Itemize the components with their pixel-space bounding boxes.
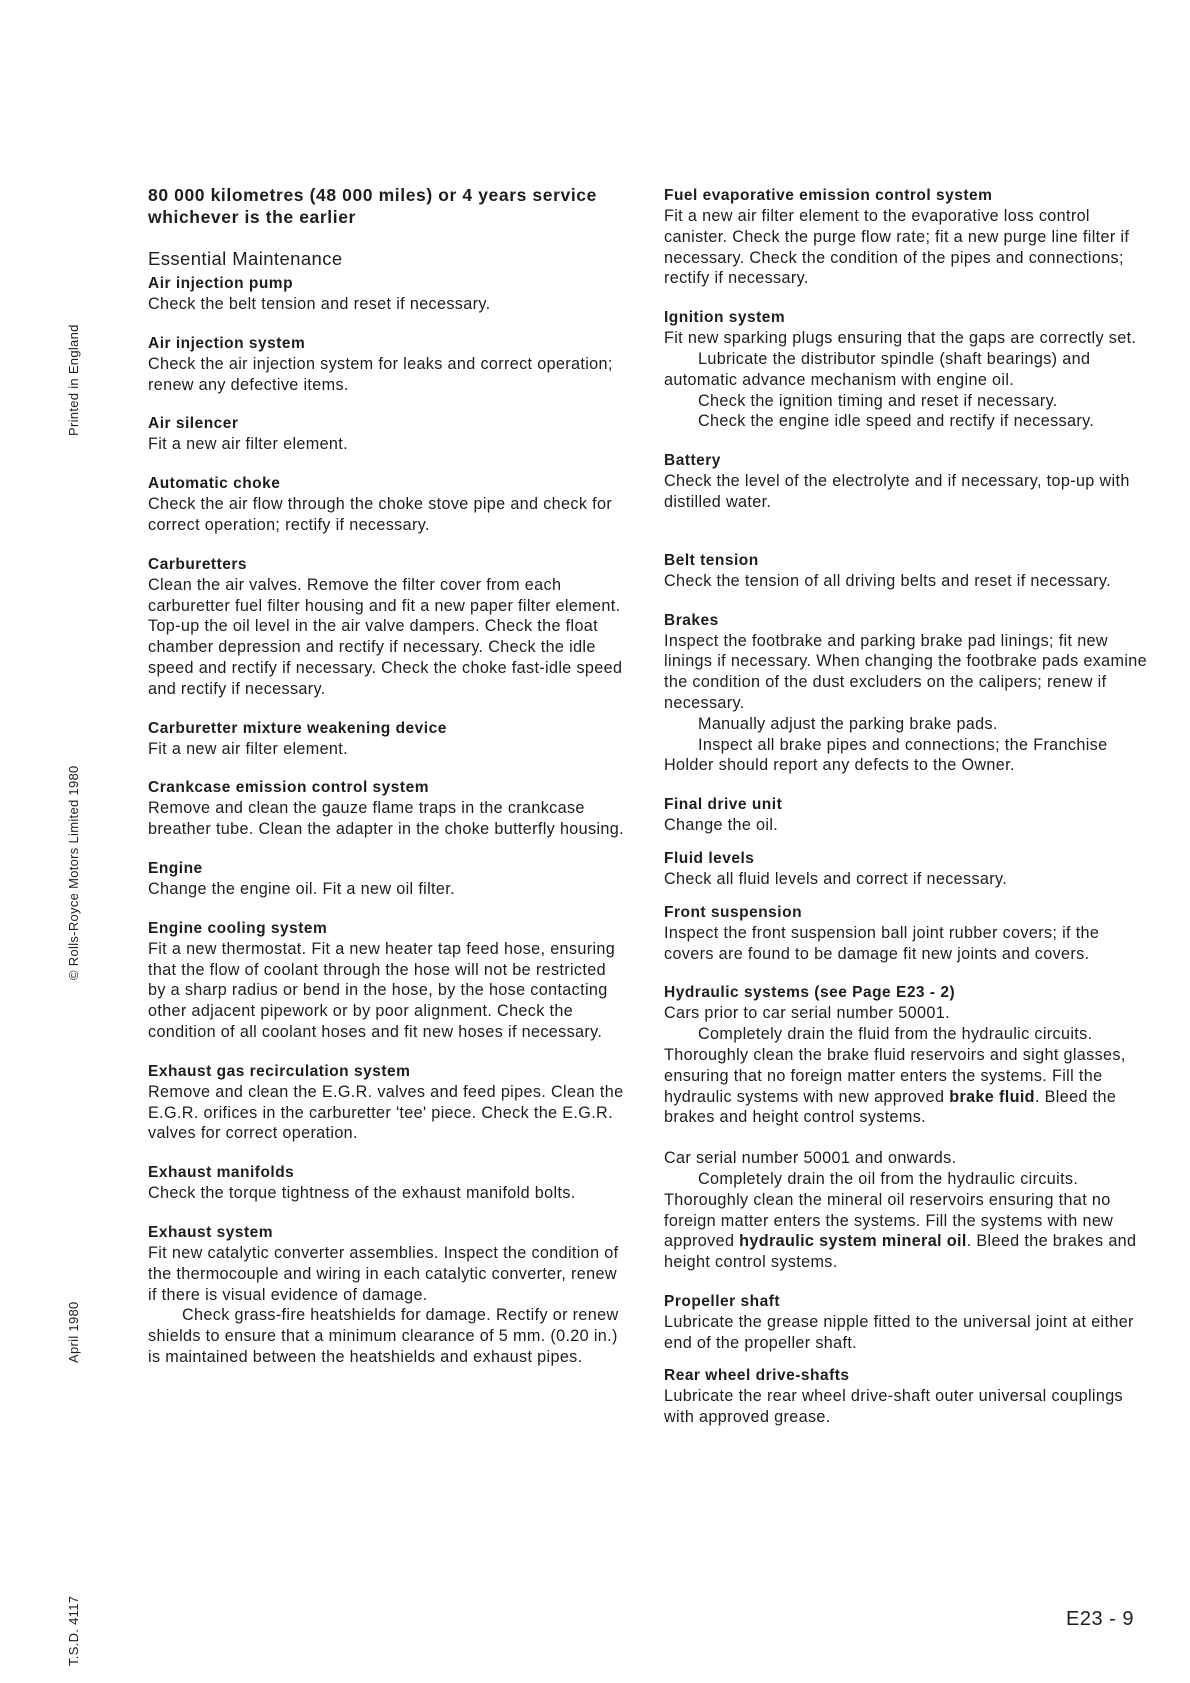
tsd-number: T.S.D. 4117 bbox=[66, 1595, 81, 1666]
section-heading: Exhaust gas recirculation system bbox=[148, 1062, 411, 1080]
section-egr bbox=[148, 1062, 628, 1144]
section-fuel-evaporative bbox=[664, 186, 1148, 289]
section-text: Remove and clean the gauze flame traps in the crankcase breather tube. Clean the adapter in the choke butterfly housing. bbox=[148, 799, 624, 839]
section-front-suspension bbox=[664, 903, 1148, 965]
section-heading: Propeller shaft bbox=[664, 1292, 781, 1310]
section-brakes bbox=[664, 611, 1148, 777]
essential-maintenance-heading: Essential Maintenance bbox=[148, 248, 343, 269]
page-title: 80 000 kilometres (48 000 miles) or 4 years service whichever is the earlier bbox=[148, 185, 597, 227]
section-fluid-levels bbox=[664, 849, 1148, 890]
section-belt-tension bbox=[664, 551, 1148, 592]
section-text: Check the level of the electrolyte and if necessary, top-up with distilled water. bbox=[664, 472, 1130, 511]
section-text: Completely drain the fluid from the hydraulic circuits. Thoroughly clean the brake fluid reservoirs and sight glasses, ensuring that no foreign matter enters the systems. Fill the hydraulic systems with new approved brake fluid. Bleed the brakes and height control systems. bbox=[664, 1025, 1126, 1127]
section-automatic-choke bbox=[148, 474, 628, 536]
section-text: Fit a new thermostat. Fit a new heater tap feed hose, ensuring that the flow of coolant through the hose will not be restricted by a sharp radius or bend in the hose, by the hose contacting other adjacent pipework or by poor alignment. Check the condition of all coolant hoses and fit new hoses if necessary. bbox=[148, 939, 616, 1041]
section-text: Check the torque tightness of the exhaust manifold bolts. bbox=[148, 1184, 576, 1203]
section-text: Check grass-fire heatshields for damage. Rectify or renew shields to ensure that a minimum clearance of 5 mm. (0.20 in.) is maintained between the heatshields and exhaust pipes. bbox=[148, 1306, 619, 1366]
section-heading: Carburetter mixture weakening device bbox=[148, 719, 447, 737]
section-text: Change the oil. bbox=[664, 816, 779, 835]
section-heading: Final drive unit bbox=[664, 796, 783, 814]
section-text: Fit new sparking plugs ensuring that the gaps are correctly set. bbox=[664, 329, 1137, 348]
section-battery bbox=[664, 451, 1148, 513]
section-heading: Belt tension bbox=[664, 551, 759, 569]
section-text: Manually adjust the parking brake pads. bbox=[698, 714, 998, 733]
section-crankcase-emission bbox=[148, 778, 628, 840]
section-text: Fit a new air filter element. bbox=[148, 435, 348, 454]
section-text: Inspect the front suspension ball joint rubber covers; if the covers are found to be damage fit new joints and covers. bbox=[664, 923, 1100, 963]
section-heading: Air injection system bbox=[148, 334, 306, 352]
section-text: Fit a new air filter element to the evaporative loss control canister. Check the purge flow rate; fit a new purge line filter if necessary. Check the condition of the pipes and connections; rectify if necessary. bbox=[664, 207, 1130, 288]
section-propeller-shaft bbox=[664, 1292, 1148, 1354]
section-carburetters bbox=[148, 555, 628, 700]
print-date: April 1980 bbox=[66, 1301, 81, 1363]
section-mixture-weakening-device bbox=[148, 719, 628, 760]
page-number: E23 - 9 bbox=[1066, 1608, 1134, 1630]
section-heading: Rear wheel drive-shafts bbox=[664, 1367, 850, 1385]
section-text: Check all fluid levels and correct if necessary. bbox=[664, 869, 1008, 888]
section-text: Car serial number 50001 and onwards. bbox=[664, 1149, 957, 1168]
section-heading: Brakes bbox=[664, 611, 719, 629]
section-text: Inspect the footbrake and parking brake pad linings; fit new linings if necessary. When changing the footbrake pads examine the condition of the dust excluders on the calipers; renew if necessary. bbox=[664, 631, 1148, 712]
section-text: Cars prior to car serial number 50001. bbox=[664, 1004, 950, 1023]
section-text: Lubricate the grease nipple fitted to the universal joint at either end of the propeller shaft. bbox=[664, 1312, 1134, 1352]
left-column bbox=[148, 184, 628, 1387]
section-heading: Crankcase emission control system bbox=[148, 779, 429, 797]
section-rear-wheel-drive-shafts bbox=[664, 1366, 1148, 1428]
section-text: Change the engine oil. Fit a new oil filter. bbox=[148, 879, 455, 898]
section-heading: Air silencer bbox=[148, 415, 239, 433]
section-text: Clean the air valves. Remove the filter cover from each carburetter fuel filter housing and fit a new paper filter element. Top-up the oil level in the air valve dampers. Check the float chamber depression and rectify if necessary. Check the idle speed and rectify if necessary. Check the choke fast-idle speed and rectify if necessary. bbox=[148, 575, 623, 698]
section-text: Lubricate the distributor spindle (shaft bearings) and automatic advance mechanism with engine oil. bbox=[664, 349, 1091, 389]
section-text: Remove and clean the E.G.R. valves and feed pipes. Clean the E.G.R. orifices in the carburetter 'tee' piece. Check the E.G.R. valves for correct operation. bbox=[148, 1082, 624, 1143]
right-column bbox=[664, 186, 1148, 1447]
section-text: Lubricate the rear wheel drive-shaft outer universal couplings with approved grease. bbox=[664, 1387, 1123, 1427]
section-heading: Front suspension bbox=[664, 903, 803, 921]
section-heading: Engine bbox=[148, 859, 203, 877]
section-air-injection-pump bbox=[148, 274, 628, 315]
section-heading: Exhaust manifolds bbox=[148, 1164, 295, 1182]
section-text: Fit new catalytic converter assemblies. Inspect the condition of the thermocouple and wiring in each catalytic converter, renew if there is visual evidence of damage. bbox=[148, 1243, 619, 1304]
section-heading: Carburetters bbox=[148, 555, 248, 573]
section-final-drive bbox=[664, 795, 1148, 836]
section-heading: Fuel evaporative emission control system bbox=[664, 187, 993, 204]
section-exhaust-manifolds bbox=[148, 1163, 628, 1204]
section-engine bbox=[148, 859, 628, 900]
section-text: Check the tension of all driving belts and reset if necessary. bbox=[664, 571, 1111, 590]
section-heading: Engine cooling system bbox=[148, 919, 328, 937]
section-heading: Battery bbox=[664, 452, 721, 470]
section-text: Check the belt tension and reset if necessary. bbox=[148, 295, 491, 313]
section-text: Check the air flow through the choke stove pipe and check for correct operation; rectify if necessary. bbox=[148, 495, 613, 534]
section-heading: Automatic choke bbox=[148, 475, 281, 493]
section-heading: Air injection pump bbox=[148, 275, 294, 292]
printed-in-england: Printed in England bbox=[66, 324, 81, 436]
section-heading: Hydraulic systems (see Page E23 - 2) bbox=[664, 984, 956, 1002]
section-heading: Ignition system bbox=[664, 309, 786, 327]
section-air-silencer bbox=[148, 414, 628, 455]
section-engine-cooling bbox=[148, 919, 628, 1043]
section-hydraulic-systems bbox=[664, 983, 1148, 1273]
section-heading: Fluid levels bbox=[664, 849, 755, 867]
section-text: Fit a new air filter element. bbox=[148, 739, 348, 758]
copyright-notice: © Rolls-Royce Motors Limited 1980 bbox=[66, 765, 81, 980]
section-ignition-system bbox=[664, 308, 1148, 432]
section-text: Inspect all brake pipes and connections; the Franchise Holder should report any defects to the Owner. bbox=[664, 735, 1108, 775]
section-text: Check the air injection system for leaks and correct operation; renew any defective items. bbox=[148, 354, 613, 394]
section-text: Check the ignition timing and reset if necessary. bbox=[698, 391, 1058, 410]
section-air-injection-system bbox=[148, 334, 628, 396]
section-exhaust-system bbox=[148, 1223, 628, 1368]
section-heading: Exhaust system bbox=[148, 1223, 274, 1241]
section-text: Completely drain the oil from the hydraulic circuits. Thoroughly clean the mineral oil reservoirs ensuring that no foreign matter enters the systems. Fill the systems with new approved hydraulic system mineral oil. Bleed the brakes and height control systems. bbox=[664, 1169, 1137, 1272]
section-text: Check the engine idle speed and rectify if necessary. bbox=[698, 412, 1095, 431]
